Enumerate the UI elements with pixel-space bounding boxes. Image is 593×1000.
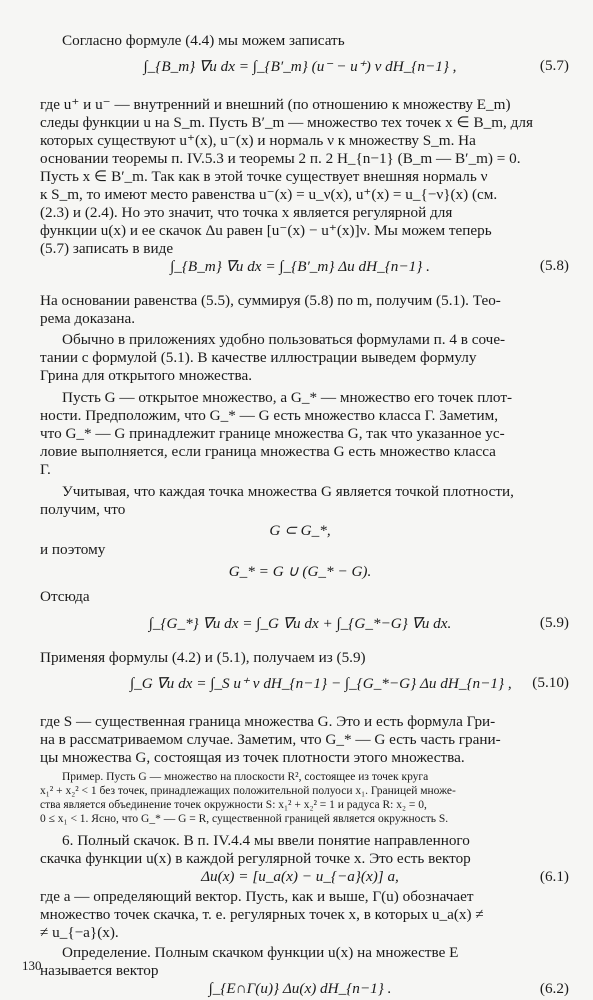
text-line: которых существуют u⁺(x), u⁻(x) и нормаль ν к множеству S_m. На	[40, 132, 476, 149]
text-line: основании теоремы п. IV.5.3 и теоремы 2 п. 2 H_{n−1} (B_m — B′_m) = 0.	[40, 150, 521, 167]
page-number: 130	[22, 958, 42, 973]
text-line: где a — определяющий вектор. Пусть, как и выше, Γ(u) обозначает	[40, 888, 474, 905]
text-line: где S — существенная граница множества G. Это и есть формула Гри-	[40, 713, 496, 730]
example-line: x₁² + x₂² < 1 без точек, принадлежащих положительной полуоси x₁. Границей множе-	[40, 785, 456, 797]
text-line: что G_* — G принадлежит границе множества G, так что указанное ус-	[40, 425, 505, 442]
text-line: Обычно в приложениях удобно пользоваться формулами п. 4 в соче-	[62, 331, 506, 348]
formula-6-1: Δu(x) = [u_a(x) − u_{−a}(x)] a,	[201, 868, 399, 885]
text-line: следы функции u на S_m. Пусть B′_m — множество тех точек x ∈ B_m, для	[40, 114, 533, 131]
equation-number: (6.1)	[539, 868, 569, 885]
text-line: скачка функции u(x) в каждой регулярной точке x. Это есть вектор	[40, 850, 471, 867]
text-line: Согласно формуле (4.4) мы можем записать	[62, 32, 345, 49]
text-line: к S_m, то имеют место равенства u⁻(x) = u_ν(x), u⁺(x) = u_{−ν}(x) (см.	[40, 186, 498, 203]
equation-number: (5.7)	[539, 57, 569, 74]
text-line: где u⁺ и u⁻ — внутренний и внешний (по отношению к множеству E_m)	[40, 96, 511, 113]
example-line: ства является объединение точек окружности S: x₁² + x₂² = 1 и радуса R: x₂ = 0,	[40, 799, 427, 811]
equation-number: (5.8)	[539, 257, 569, 274]
text-line: Отсюда	[40, 588, 90, 605]
text-line: Γ.	[40, 461, 51, 478]
formula-6-2: ∫_{E∩Γ(u)} Δu(x) dH_{n−1} .	[208, 980, 392, 997]
text-line: Пусть G — открытое множество, а G_* — множество его точек плот-	[62, 389, 513, 406]
text-line: Грина для открытого множества.	[40, 367, 253, 384]
formula-5-9: ∫_{G_*} ∇u dx = ∫_G ∇u dx + ∫_{G_*−G} ∇u dx.	[148, 615, 452, 632]
text-line: множество точек скачка, т. е. регулярных точек x, в которых u_a(x) ≠	[40, 906, 484, 923]
example-line: 0 ≤ x₁ < 1. Ясно, что G_* — G = R, существенной границей является окружность S.	[40, 813, 449, 825]
text-line: (2.3) и (2.4). Но это значит, что точка x является регулярной для	[40, 204, 453, 221]
formula-inclusion: G ⊂ G_*,	[269, 522, 331, 539]
equation-number: (5.9)	[539, 614, 569, 631]
text-line: и поэтому	[40, 541, 106, 558]
text-line: функции u(x) и ее скачок Δu равен [u⁻(x) − u⁺(x)]ν. Мы можем теперь	[40, 222, 492, 239]
text-line: Учитывая, что каждая точка множества G является точкой плотности,	[62, 483, 514, 500]
equation-number: (5.10)	[532, 674, 569, 691]
text-line: Применяя формулы (4.2) и (5.1), получаем из (5.9)	[40, 649, 366, 666]
text-line: на в рассматриваемом случае. Заметим, что G_* — G есть часть грани-	[40, 731, 501, 748]
text-line: ≠ u_{−a}(x).	[40, 924, 119, 941]
text-line: Пусть x ∈ B′_m. Так как в этой точке существует внешняя нормаль ν	[40, 168, 488, 185]
text-line: (5.7) записать в виде	[40, 240, 174, 257]
formula-5-7: ∫_{B_m} ∇u dx = ∫_{B′_m} (u⁻ − u⁺) ν dH_{n−1} ,	[143, 58, 457, 75]
text-line: ности. Предположим, что G_* — G есть множество класса Γ. Заметим,	[40, 407, 499, 424]
formula-gstar: G_* = G ∪ (G_* − G).	[228, 563, 372, 580]
text-line: получим, что	[40, 501, 126, 518]
text-line: цы множества G, состоящая из точек плотности этого множества.	[40, 749, 465, 766]
definition-line: Определение. Полным скачком функции u(x) на множестве E	[62, 944, 459, 961]
text-line: На основании равенства (5.5), суммируя (5.8) по m, получим (5.1). Тео-	[40, 292, 501, 309]
text-line: рема доказана.	[40, 310, 135, 327]
section-heading-line: 6. Полный скачок. В п. IV.4.4 мы ввели понятие направленного	[62, 832, 470, 849]
text-line: называется вектор	[40, 962, 159, 979]
example-line: Пример. Пусть G — множество на плоскости R², состоящее из точек круга	[62, 771, 429, 783]
formula-5-8: ∫_{B_m} ∇u dx = ∫_{B′_m} Δu dH_{n−1} .	[170, 258, 430, 275]
text-line: ловие выполняется, если граница множества G есть множество класса	[40, 443, 496, 460]
equation-number: (6.2)	[539, 980, 569, 997]
text-line: тании с формулой (5.1). В качестве иллюстрации выведем формулу	[40, 349, 477, 366]
formula-5-10: ∫_G ∇u dx = ∫_S u⁺ ν dH_{n−1} − ∫_{G_*−G} Δu dH_{n−1} ,	[130, 675, 512, 692]
